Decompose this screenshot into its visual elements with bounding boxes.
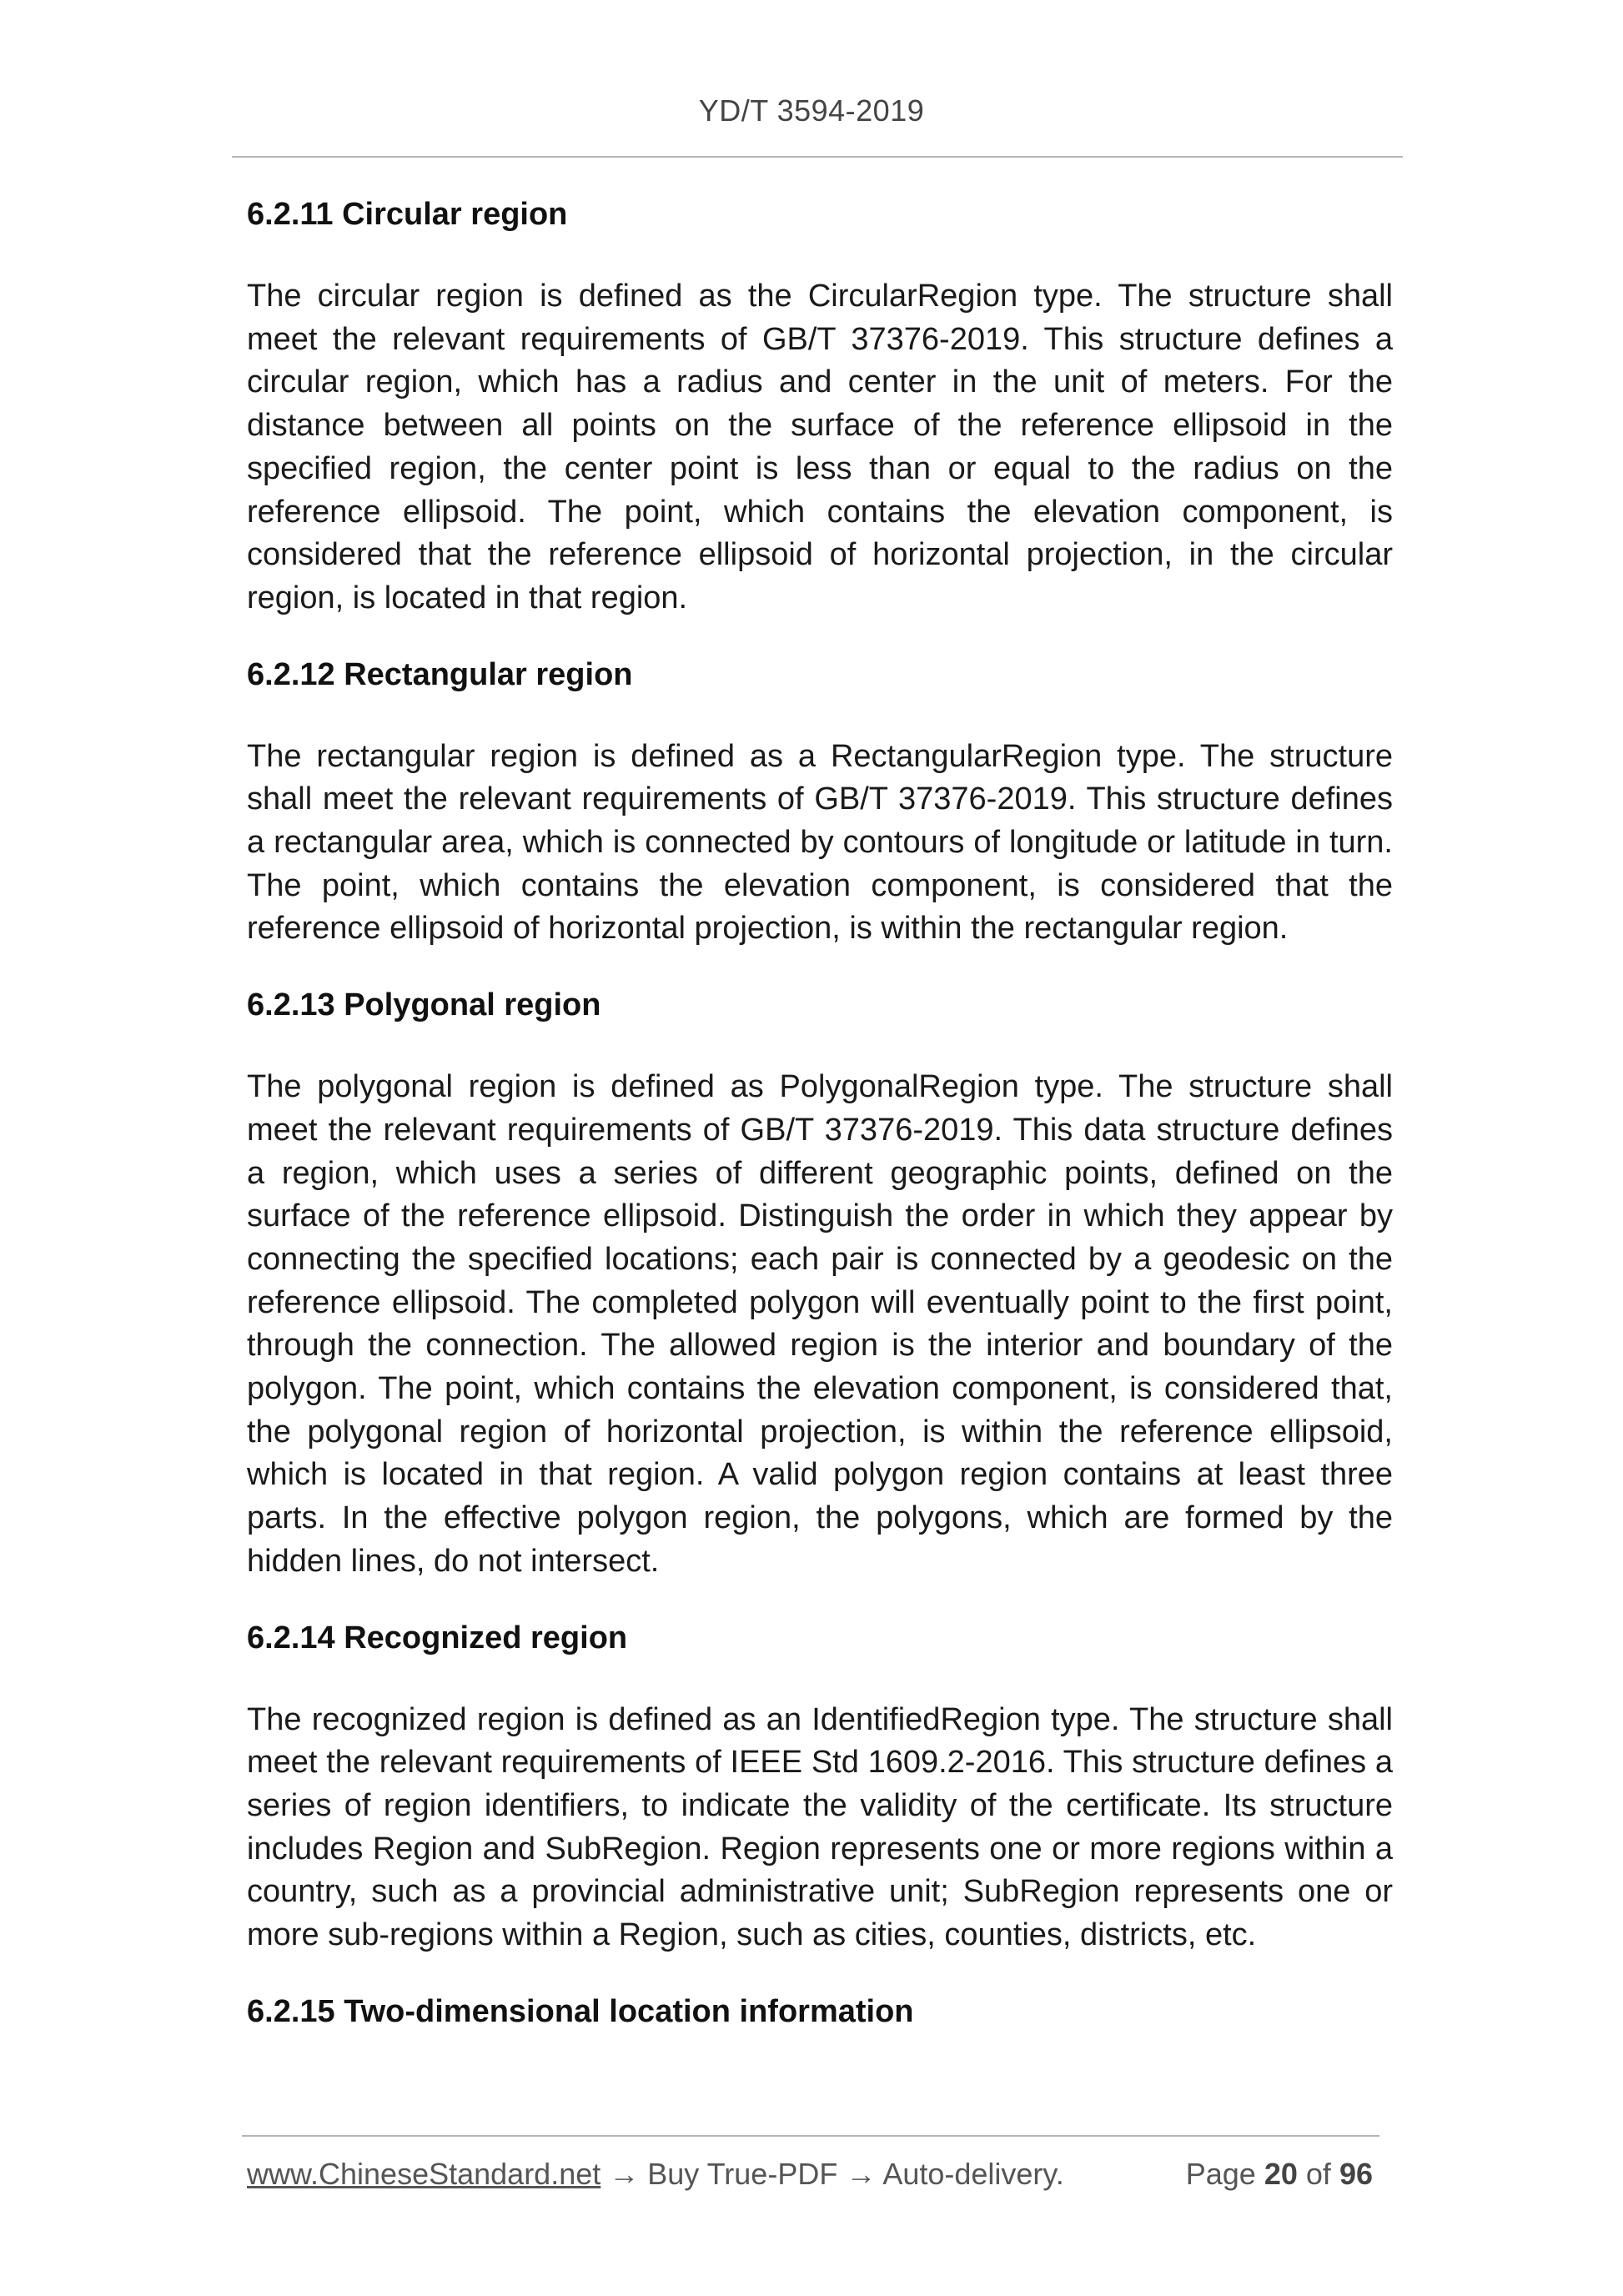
section-polygonal-region: [247, 981, 1393, 1583]
section-title: 6.2.14 Recognized region: [247, 1620, 628, 1655]
section-title: 6.2.15 Two-dimensional location information: [247, 1993, 914, 2029]
section-rectangular-region: [247, 651, 1393, 952]
footer-promo-text: → Buy True-PDF → Auto-delivery.: [600, 2157, 1064, 2191]
chinesestandard-link[interactable]: www.ChineseStandard.net: [247, 2157, 601, 2191]
section-title: 6.2.13 Polygonal region: [247, 987, 601, 1023]
document-id-header: YD/T 3594-2019: [698, 93, 925, 128]
section-title: 6.2.11 Circular region: [247, 197, 568, 232]
header-divider: [232, 156, 1403, 158]
section-paragraph: The rectangular region is defined as a RectangularRegion type. The structure shall meet the relevant requirements of GB/T 37376-2019. This structure defines a rectangular area, which is connected by contours of longitude or latitude in turn. The point, which contains the elevation component, is considered that the reference ellipsoid of horizontal projection, is within the rectangular region.: [247, 738, 1393, 947]
section-circular-region: [247, 190, 1393, 620]
section-title: 6.2.12 Rectangular region: [247, 656, 633, 692]
section-paragraph: The polygonal region is defined as PolygonalRegion type. The structure shall meet the relevant requirements of GB/T 37376-2019. This data structure defines a region, which uses a series of different geographic points, defined on the surface of the reference ellipsoid. Distinguish the order in which they appear by connecting the specified locations; each pair is connected by a geodesic on the reference ellipsoid. The completed polygon will eventually point to the first point, through the connection. The allowed region is the interior and boundary of the polygon. The point, which contains the elevation component, is considered that, the polygonal region of horizontal projection, is within the reference ellipsoid, which is located in that region. A valid polygon region contains at least three parts. In the effective polygon region, the polygons, which are formed by the hidden lines, do not intersect.: [247, 1069, 1393, 1579]
current-page-number: 20: [1264, 2157, 1298, 2191]
footer-divider: [242, 2135, 1379, 2137]
document-body: [247, 190, 1393, 2072]
page-indicator: [1186, 2154, 1373, 2194]
of-label: of: [1305, 2157, 1331, 2191]
page-label: Page: [1185, 2157, 1256, 2191]
total-pages: 96: [1339, 2157, 1373, 2191]
footer-promo: [247, 2154, 1064, 2194]
section-two-dimensional-location: [247, 1987, 1393, 2036]
section-paragraph: The recognized region is defined as an IdentifiedRegion type. The structure shall meet the relevant requirements of IEEE Std 1609.2-2016. This structure defines a series of region identifiers, to indicate the validity of the certificate. Its structure includes Region and SubRegion. Region represents one or more regions within a country, such as a provincial administrative unit; SubRegion represents one or more sub-regions within a Region, such as cities, counties, districts, etc.: [247, 1701, 1393, 1953]
section-recognized-region: [247, 1614, 1393, 1957]
section-paragraph: The circular region is defined as the CircularRegion type. The structure shall meet the relevant requirements of GB/T 37376-2019. This structure defines a circular region, which has a radius and center in the unit of meters. For the distance between all points on the surface of the reference ellipsoid in the specified region, the center point is less than or equal to the radius on the reference ellipsoid. The point, which contains the elevation component, is considered that the reference ellipsoid of horizontal projection, in the circular region, is located in that region.: [247, 279, 1393, 615]
